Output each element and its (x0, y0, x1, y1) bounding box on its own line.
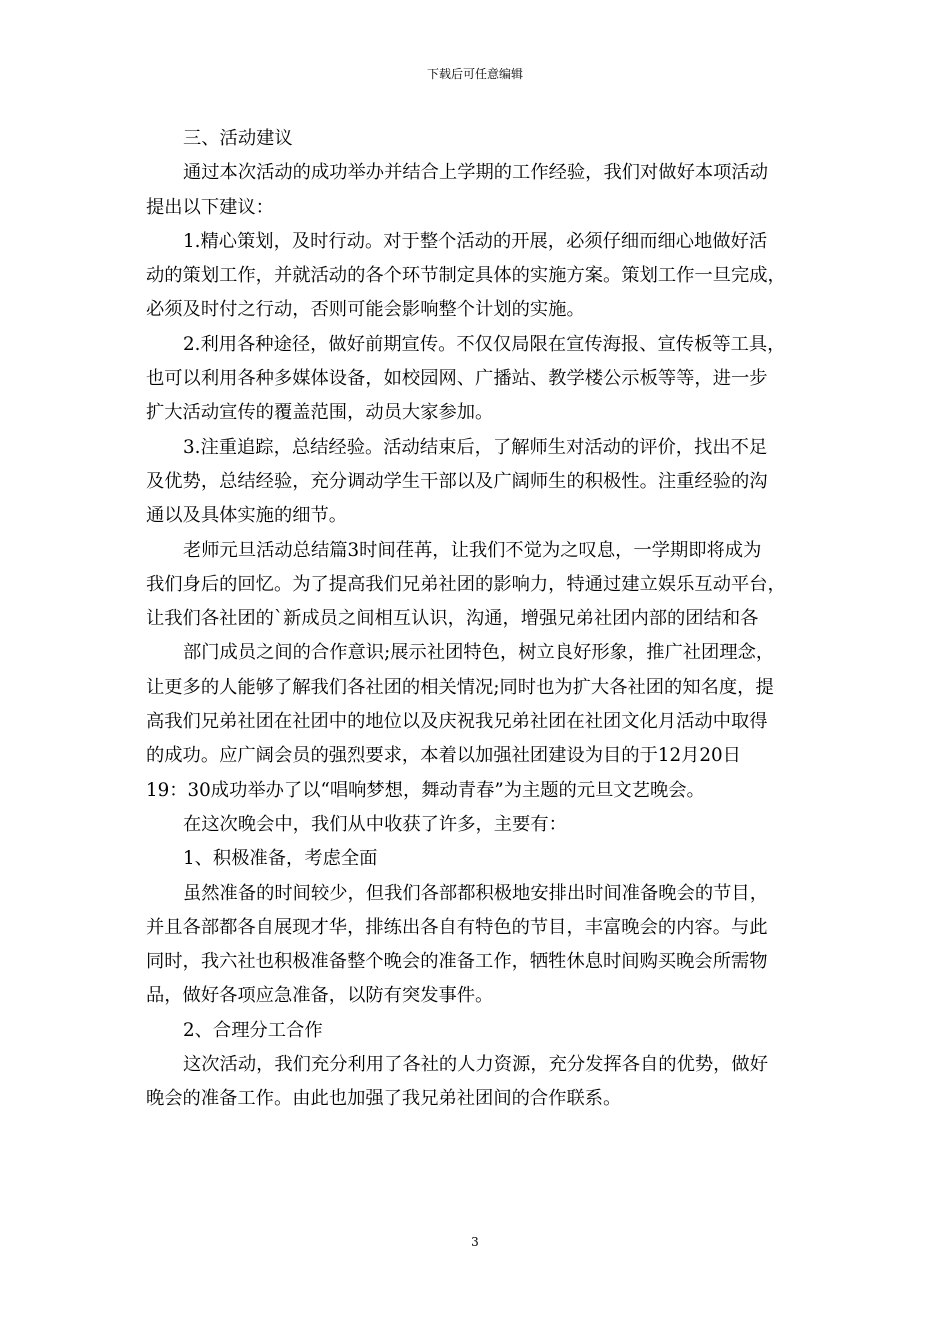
text-line: 通以及具体实施的细节。 (146, 505, 348, 527)
text-line: 老师元旦活动总结篇3时间荏苒，让我们不觉为之叹息，一学期即将成为 (183, 539, 762, 561)
document-body (146, 122, 810, 1117)
text-line: 高我们兄弟社团在社团中的地位以及庆祝我兄弟社团在社团文化月活动中取得 (146, 711, 768, 733)
page-header: 下载后可任意编辑 (426, 67, 523, 81)
text-line: 2.利用各种途径，做好前期宣传。不仅仅局限在宣传海报、宣传板等工具， (183, 333, 786, 355)
text-line: 虽然准备的时间较少，但我们各部都积极地安排出时间准备晚会的节目， (183, 882, 768, 904)
text-line: 让我们各社团的`新成员之间相互认识，沟通，增强兄弟社团内部的团结和各 (146, 608, 759, 630)
text-line: 必须及时付之行动，否则可能会影响整个计划的实施。 (146, 299, 585, 321)
text-line: 1、积极准备，考虑全面 (183, 848, 378, 870)
text-line: 同时，我六社也积极准备整个晚会的准备工作，牺牲休息时间购买晚会所需物 (146, 951, 768, 973)
text-line: 三、活动建议 (183, 128, 293, 149)
text-line: 3.注重追踪，总结经验。活动结束后，了解师生对活动的评价，找出不足 (183, 436, 768, 458)
text-line: 品，做好各项应急准备，以防有突发事件。 (146, 985, 494, 1007)
text-line: 在这次晚会中，我们从中收获了许多，主要有： (183, 813, 567, 835)
text-line: 动的策划工作，并就活动的各个环节制定具体的实施方案。策划工作一旦完成， (146, 265, 786, 287)
text-line: 的成功。应广阔会员的强烈要求，本着以加强社团建设为目的于12月20日 (146, 745, 741, 767)
text-line: 这次活动，我们充分利用了各社的人力资源，充分发挥各自的优势，做好 (183, 1054, 768, 1076)
text-line: 让更多的人能够了解我们各社团的相关情况;同时也为扩大各社团的知名度，提 (146, 676, 774, 698)
text-line: 19：30成功举办了以“唱响梦想，舞动青春”为主题的元旦文艺晚会。 (146, 779, 705, 801)
text-line: 我们身后的回忆。为了提高我们兄弟社团的影响力，特通过建立娱乐互动平台， (146, 573, 786, 595)
text-line: 并且各部都各自展现才华，排练出各自有特色的节目，丰富晚会的内容。与此 (146, 916, 768, 938)
text-line: 部门成员之间的合作意识;展示社团特色，树立良好形象，推广社团理念， (183, 642, 775, 664)
text-line: 通过本次活动的成功举办并结合上学期的工作经验，我们对做好本项活动 (183, 162, 768, 184)
text-line: 1.精心策划，及时行动。对于整个活动的开展，必须仔细而细心地做好活 (183, 230, 768, 252)
page-number: 3 (471, 1235, 479, 1249)
text-line: 扩大活动宣传的覆盖范围，动员大家参加。 (146, 402, 494, 424)
text-line: 晚会的准备工作。由此也加强了我兄弟社团间的合作联系。 (146, 1088, 622, 1110)
text-line: 2、合理分工合作 (183, 1019, 323, 1041)
text-line: 及优势，总结经验，充分调动学生干部以及广阔师生的积极性。注重经验的沟 (146, 470, 768, 492)
text-line: 提出以下建议： (146, 196, 274, 218)
text-line: 也可以利用各种多媒体设备，如校园网、广播站、教学楼公示板等等，进一步 (146, 368, 768, 390)
